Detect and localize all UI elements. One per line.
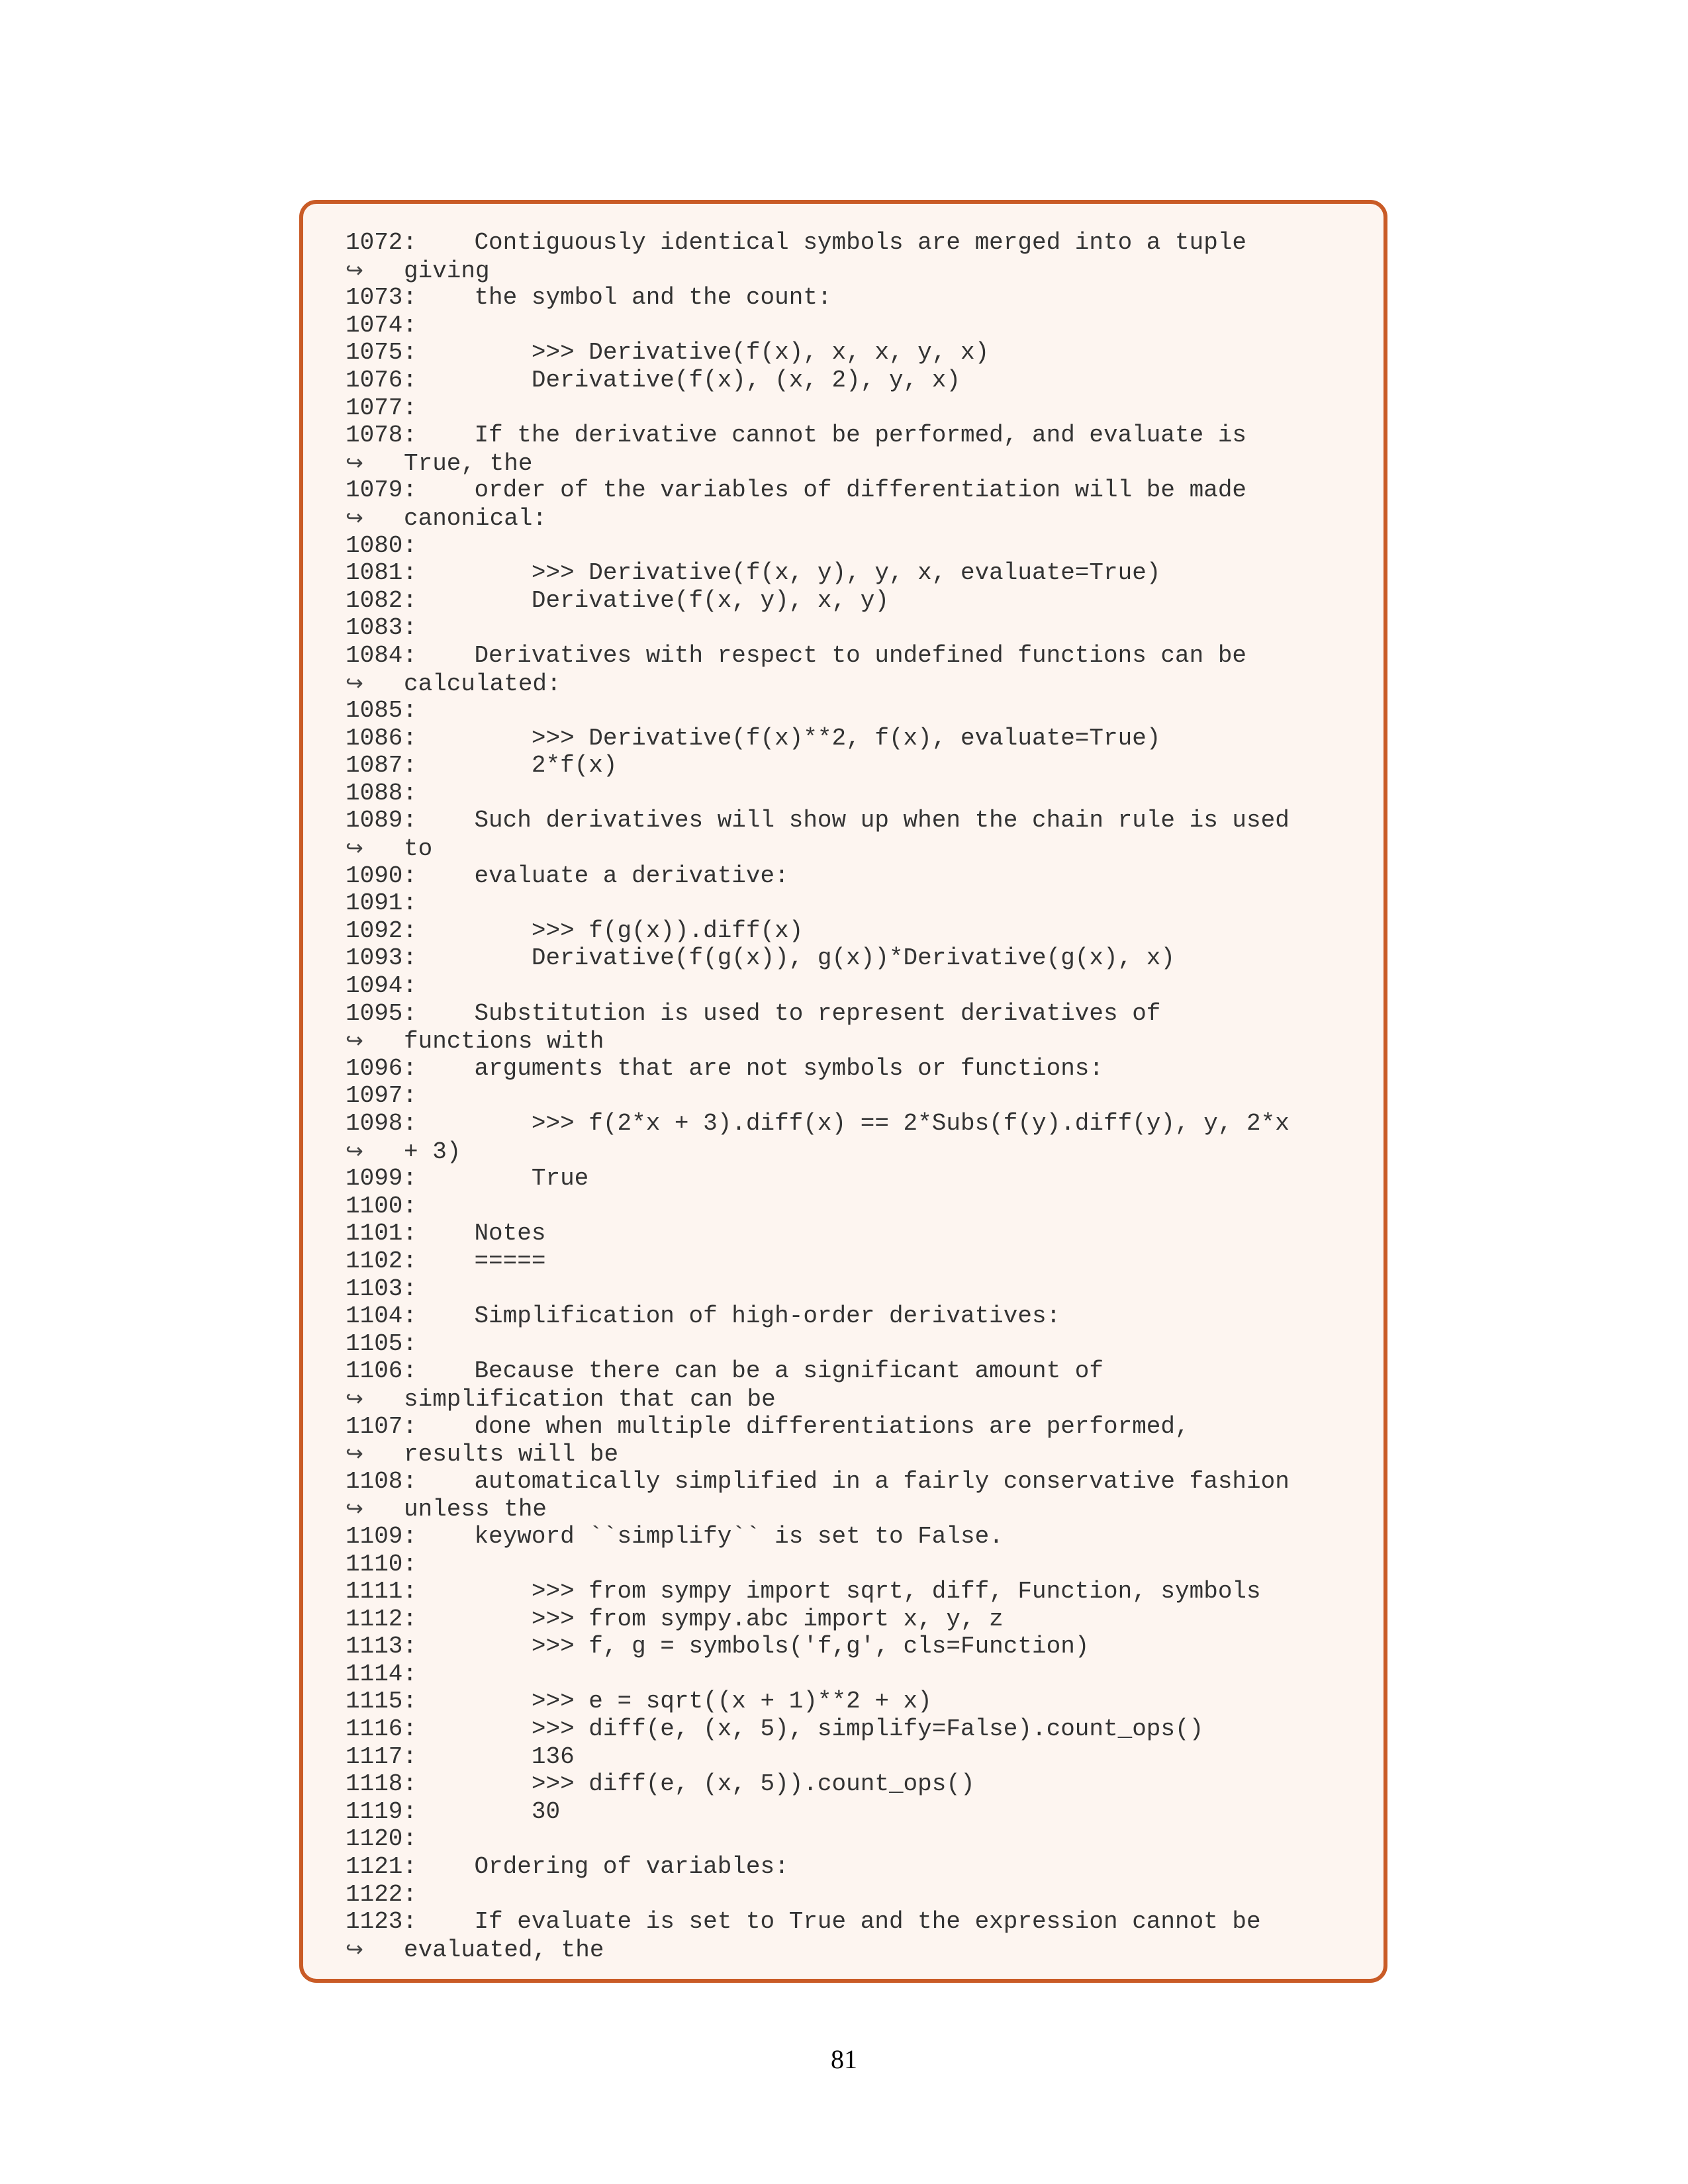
line-number: 1100: xyxy=(346,1192,418,1220)
code-line xyxy=(346,394,1289,422)
line-number: 1101: xyxy=(346,1220,418,1248)
code-line-continuation xyxy=(346,670,1289,698)
return-arrow-icon: ↪ xyxy=(346,1936,363,1962)
code-line xyxy=(346,312,1289,340)
code-text: >>> from sympy.abc import x, y, z xyxy=(417,1605,1004,1633)
code-text: >>> f(2*x + 3).diff(x) == 2*Subs(f(y).diff(y), y, 2*x xyxy=(417,1110,1289,1137)
code-line xyxy=(346,1606,1289,1633)
code-text: the symbol and the count: xyxy=(417,284,832,312)
code-text: Derivative(f(g(x)), g(x))*Derivative(g(x), x) xyxy=(417,944,1176,972)
line-number: 1123: xyxy=(346,1908,418,1936)
code-line xyxy=(346,1523,1289,1551)
code-line-continuation xyxy=(346,1440,1289,1468)
code-line-continuation xyxy=(346,449,1289,477)
line-number: 1105: xyxy=(346,1330,418,1357)
code-line xyxy=(346,1908,1289,1936)
code-line xyxy=(346,780,1289,807)
line-number: 1088: xyxy=(346,779,418,807)
line-number: 1122: xyxy=(346,1880,418,1908)
line-number: 1072: xyxy=(346,229,418,256)
line-number: 1091: xyxy=(346,889,418,917)
code-line xyxy=(346,1715,1289,1743)
line-number: 1074: xyxy=(346,311,418,339)
code-text: >>> from sympy import sqrt, diff, Function, symbols xyxy=(417,1578,1261,1606)
code-line-continuation xyxy=(346,1936,1289,1964)
line-number: 1114: xyxy=(346,1660,418,1688)
line-number: 1113: xyxy=(346,1633,418,1661)
line-number: 1108: xyxy=(346,1467,418,1495)
return-arrow-icon: ↪ xyxy=(346,835,363,861)
return-arrow-icon: ↪ xyxy=(346,670,363,696)
code-line xyxy=(346,367,1289,394)
code-line xyxy=(346,532,1289,560)
line-number: 1080: xyxy=(346,531,418,559)
code-text: >>> diff(e, (x, 5)).count_ops() xyxy=(417,1770,975,1798)
code-line xyxy=(346,339,1289,367)
code-line xyxy=(346,559,1289,587)
line-number: 1097: xyxy=(346,1082,418,1110)
line-number: 1118: xyxy=(346,1770,418,1798)
return-arrow-icon: ↪ xyxy=(346,504,363,530)
code-text: If the derivative cannot be performed, and evaluate is xyxy=(417,422,1247,449)
code-line xyxy=(346,1193,1289,1220)
line-number: 1084: xyxy=(346,641,418,669)
code-text: If evaluate is set to True and the expression cannot be xyxy=(417,1908,1261,1936)
code-line xyxy=(346,697,1289,725)
code-text: >>> Derivative(f(x, y), y, x, evaluate=True) xyxy=(417,559,1161,587)
code-line xyxy=(346,1578,1289,1606)
code-text: >>> f(g(x)).diff(x) xyxy=(417,917,804,944)
code-text: 30 xyxy=(417,1797,561,1825)
code-text-continued: functions with xyxy=(404,1028,604,1056)
code-line xyxy=(346,972,1289,1000)
code-text-continued: calculated: xyxy=(404,670,561,698)
line-number: 1075: xyxy=(346,339,418,367)
code-text: ===== xyxy=(417,1247,546,1275)
line-number: 1094: xyxy=(346,972,418,1000)
code-line xyxy=(346,807,1289,835)
code-line xyxy=(346,1743,1289,1771)
code-text: Contiguously identical symbols are merged into a tuple xyxy=(417,229,1247,256)
code-line xyxy=(346,917,1289,945)
line-number: 1076: xyxy=(346,366,418,394)
line-number: 1093: xyxy=(346,944,418,972)
code-line xyxy=(346,1082,1289,1110)
line-number: 1079: xyxy=(346,477,418,504)
line-number: 1073: xyxy=(346,284,418,312)
code-line xyxy=(346,477,1289,504)
code-text: True xyxy=(417,1165,589,1193)
line-number: 1095: xyxy=(346,999,418,1027)
code-line xyxy=(346,587,1289,615)
code-line xyxy=(346,1468,1289,1496)
code-line xyxy=(346,725,1289,752)
code-text: done when multiple differentiations are performed, xyxy=(417,1412,1190,1440)
code-line xyxy=(346,1798,1289,1826)
line-number: 1092: xyxy=(346,917,418,944)
code-line xyxy=(346,889,1289,917)
line-number: 1112: xyxy=(346,1605,418,1633)
code-text: Ordering of variables: xyxy=(417,1853,789,1881)
code-text: evaluate a derivative: xyxy=(417,862,789,889)
line-number: 1089: xyxy=(346,807,418,835)
line-number: 1103: xyxy=(346,1275,418,1302)
code-text: >>> e = sqrt((x + 1)**2 + x) xyxy=(417,1688,932,1715)
code-line xyxy=(346,1275,1289,1303)
return-arrow-icon: ↪ xyxy=(346,1138,363,1163)
code-line xyxy=(346,1110,1289,1138)
code-text-continued: True, the xyxy=(404,449,533,477)
code-line xyxy=(346,422,1289,449)
code-line xyxy=(346,1770,1289,1798)
code-text-continued: giving xyxy=(404,257,490,285)
code-line xyxy=(346,944,1289,972)
code-line xyxy=(346,1633,1289,1661)
line-number: 1107: xyxy=(346,1412,418,1440)
code-text: Because there can be a significant amount of xyxy=(417,1357,1103,1385)
code-line xyxy=(346,1881,1289,1909)
code-line xyxy=(346,1000,1289,1028)
code-text-continued: unless the xyxy=(404,1496,547,1524)
code-text: Derivative(f(x, y), x, y) xyxy=(417,586,889,614)
code-line-continuation xyxy=(346,1385,1289,1413)
line-number: 1110: xyxy=(346,1550,418,1578)
return-arrow-icon: ↪ xyxy=(346,1441,363,1467)
code-text: >>> Derivative(f(x), x, x, y, x) xyxy=(417,339,990,367)
return-arrow-icon: ↪ xyxy=(346,257,363,283)
code-line xyxy=(346,1165,1289,1193)
code-line xyxy=(346,1357,1289,1385)
code-text-continued: canonical: xyxy=(404,504,547,532)
line-number: 1104: xyxy=(346,1302,418,1330)
line-number: 1077: xyxy=(346,394,418,422)
code-text: Simplification of high-order derivatives: xyxy=(417,1302,1061,1330)
code-line xyxy=(346,229,1289,257)
return-arrow-icon: ↪ xyxy=(346,1385,363,1411)
code-line xyxy=(346,752,1289,780)
code-text-continued: simplification that can be xyxy=(404,1385,776,1413)
line-number: 1115: xyxy=(346,1688,418,1715)
code-listing-box xyxy=(299,200,1387,1983)
line-number: 1098: xyxy=(346,1110,418,1137)
code-line xyxy=(346,1853,1289,1881)
line-number: 1087: xyxy=(346,752,418,780)
code-text: arguments that are not symbols or functions: xyxy=(417,1054,1103,1082)
line-number: 1090: xyxy=(346,862,418,889)
code-text-continued: results will be xyxy=(404,1441,619,1469)
code-line xyxy=(346,1413,1289,1441)
code-line xyxy=(346,642,1289,670)
code-line xyxy=(346,1248,1289,1275)
code-line xyxy=(346,1688,1289,1715)
code-line-continuation xyxy=(346,835,1289,862)
code-line xyxy=(346,1551,1289,1578)
code-line-continuation xyxy=(346,1495,1289,1523)
page-number: 81 xyxy=(831,2044,857,2074)
code-text-continued: evaluated, the xyxy=(404,1936,604,1964)
line-number: 1117: xyxy=(346,1743,418,1770)
code-text-continued: to xyxy=(404,835,433,863)
code-text: Notes xyxy=(417,1220,546,1248)
line-number: 1120: xyxy=(346,1825,418,1853)
line-number: 1119: xyxy=(346,1797,418,1825)
code-text: order of the variables of differentiation will be made xyxy=(417,477,1247,504)
line-number: 1078: xyxy=(346,422,418,449)
line-number: 1111: xyxy=(346,1578,418,1606)
code-line-continuation xyxy=(346,504,1289,532)
code-line xyxy=(346,1661,1289,1688)
return-arrow-icon: ↪ xyxy=(346,449,363,475)
return-arrow-icon: ↪ xyxy=(346,1496,363,1522)
code-text: >>> diff(e, (x, 5), simplify=False).count_ops() xyxy=(417,1715,1204,1743)
code-text: Substitution is used to represent derivatives of xyxy=(417,999,1161,1027)
code-line-continuation xyxy=(346,1138,1289,1165)
line-number: 1099: xyxy=(346,1165,418,1193)
code-line xyxy=(346,862,1289,890)
code-text: 2*f(x) xyxy=(417,752,618,780)
line-number: 1116: xyxy=(346,1715,418,1743)
code-line xyxy=(346,1302,1289,1330)
code-text: Derivatives with respect to undefined functions can be xyxy=(417,641,1247,669)
code-line-continuation xyxy=(346,1027,1289,1055)
line-number: 1082: xyxy=(346,586,418,614)
line-number: 1102: xyxy=(346,1247,418,1275)
code-text: 136 xyxy=(417,1743,575,1770)
code-listing xyxy=(346,229,1289,1963)
line-number: 1121: xyxy=(346,1853,418,1881)
code-text: >>> f, g = symbols('f,g', cls=Function) xyxy=(417,1633,1090,1661)
code-line-continuation xyxy=(346,257,1289,285)
code-text: keyword ``simplify`` is set to False. xyxy=(417,1522,1004,1550)
code-line xyxy=(346,1220,1289,1248)
line-number: 1081: xyxy=(346,559,418,587)
code-line xyxy=(346,1825,1289,1853)
line-number: 1106: xyxy=(346,1357,418,1385)
code-text: >>> Derivative(f(x)**2, f(x), evaluate=True) xyxy=(417,724,1161,752)
return-arrow-icon: ↪ xyxy=(346,1028,363,1054)
code-line xyxy=(346,1055,1289,1083)
code-line xyxy=(346,1330,1289,1358)
code-text: automatically simplified in a fairly conservative fashion xyxy=(417,1467,1289,1495)
line-number: 1086: xyxy=(346,724,418,752)
code-text: Derivative(f(x), (x, 2), y, x) xyxy=(417,366,961,394)
code-text: Such derivatives will show up when the chain rule is used xyxy=(417,807,1289,835)
code-line xyxy=(346,614,1289,642)
line-number: 1083: xyxy=(346,614,418,642)
line-number: 1109: xyxy=(346,1522,418,1550)
line-number: 1096: xyxy=(346,1054,418,1082)
line-number: 1085: xyxy=(346,697,418,725)
code-text-continued: + 3) xyxy=(404,1138,461,1165)
code-line xyxy=(346,284,1289,312)
